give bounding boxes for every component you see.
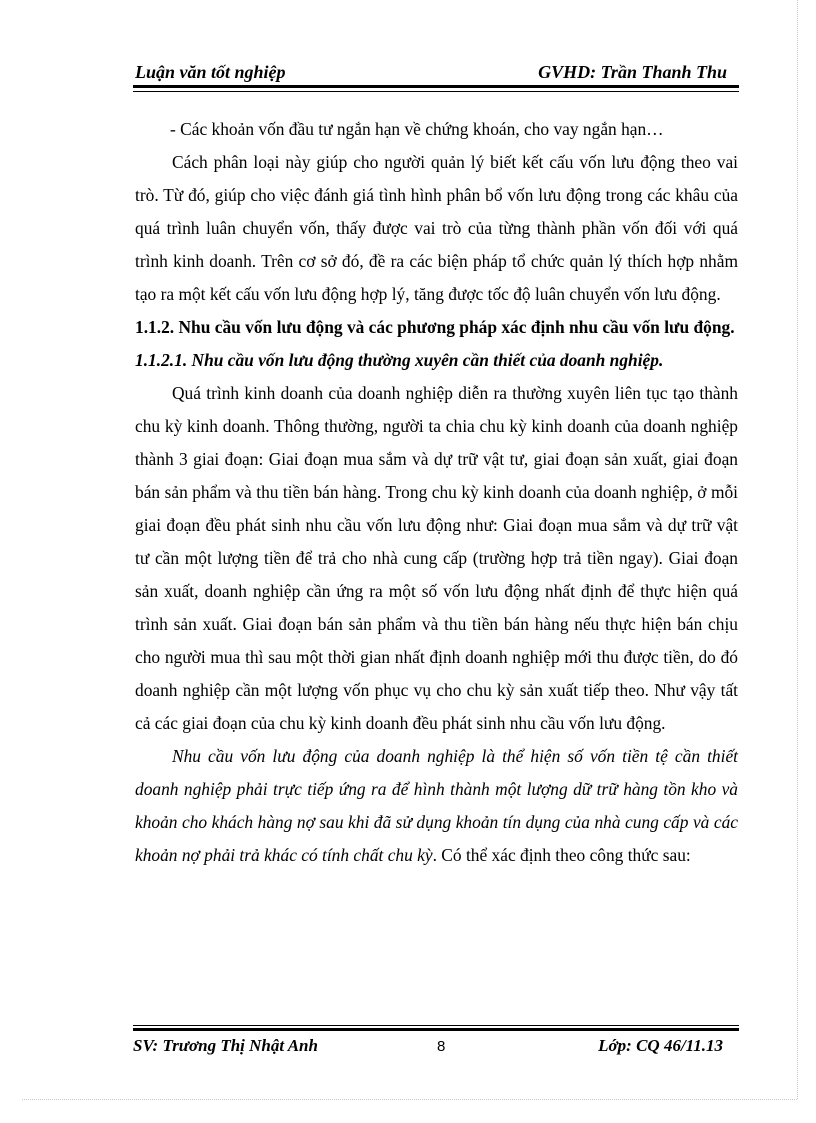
page-footer — [133, 1036, 739, 1060]
footer-student-name: SV: Trương Thị Nhật Anh — [133, 1036, 318, 1055]
paragraph-business-cycle: Quá trình kinh doanh của doanh nghiệp diễn ra thường xuyên liên tục tạo thành chu kỳ kinh doanh. Thông thường, người ta chia chu kỳ kinh doanh của doanh nghiệp thành 3 giai đoạn: Giai đoạn mua sắm và dự trữ vật tư, giai đoạn sản xuất, giai đoạn bán sản phẩm và thu tiền bán hàng. Trong chu kỳ kinh doanh của doanh nghiệp, ở mỗi giai đoạn đều phát sinh nhu cầu vốn lưu động như: Giai đoạn mua sắm và dự trữ vật tư cần một lượng tiền để trả cho nhà cung cấp (trường hợp trả tiền ngay). Giai đoạn sản xuất, doanh nghiệp cần ứng ra một số vốn lưu động nhất định để thực hiện quá trình sản xuất. Giai đoạn bán sản phẩm và thu tiền bán hàng nếu thực hiện bán chịu cho người mua thì sau một thời gian nhất định doanh nghiệp mới thu được tiền, do đó doanh nghiệp cần một lượng vốn phục vụ cho chu kỳ sản xuất tiếp theo. Như vậy tất cả các giai đoạn của chu kỳ kinh doanh đều phát sinh nhu cầu vốn lưu động. — [135, 383, 738, 733]
footer-class-code: Lớp: CQ 46/11.13 — [598, 1036, 723, 1055]
definition-italic-text: Nhu cầu vốn lưu động của doanh nghiệp là thể hiện số vốn tiền tệ cần thiết doanh nghiệp phải trực tiếp ứng ra để hình thành một lượng dữ trữ hàng tồn kho và khoản cho khách hàng nợ sau khi đã sử dụng khoản tín dụng của nhà cung cấp và các khoản nợ phải trả khác có tính chất chu kỳ — [135, 746, 738, 865]
definition-tail-text: . Có thể xác định theo công thức sau: — [432, 845, 691, 865]
page-edge-dotted-bottom — [22, 1099, 797, 1100]
paragraph-classification: Cách phân loại này giúp cho người quản lý biết kết cấu vốn lưu động theo vai trò. Từ đó, giúp cho việc đánh giá tình hình phân bổ vốn lưu động trong các khâu của quá trình luân chuyển vốn, thấy được vai trò của từng thành phần vốn đối với quá trình kinh doanh. Trên cơ sở đó, đề ra các biện pháp tổ chức quản lý thích hợp nhằm tạo ra một kết cấu vốn lưu động hợp lý, tăng được tốc độ luân chuyển vốn lưu động. — [135, 152, 738, 304]
page-number: 8 — [437, 1038, 446, 1055]
page-body — [135, 113, 738, 872]
paragraph-definition — [135, 740, 738, 872]
footer-rule-thick — [133, 1028, 739, 1031]
header-rule-thin — [133, 91, 739, 92]
footer-rule-thin — [133, 1025, 739, 1026]
section-heading-1-1-2: 1.1.2. Nhu cầu vốn lưu động và các phương pháp xác định nhu cầu vốn lưu động. — [135, 317, 735, 337]
header-rule-thick — [133, 85, 739, 88]
header-thesis-title: Luận văn tốt nghiệp — [135, 62, 286, 82]
subsection-heading-1-1-2-1: 1.1.2.1. Nhu cầu vốn lưu động thường xuyên cần thiết của doanh nghiệp. — [135, 350, 664, 370]
bullet-short-term-investments: - Các khoản vốn đầu tư ngắn hạn về chứng khoán, cho vay ngắn hạn… — [170, 119, 664, 139]
header-supervisor: GVHD: Trần Thanh Thu — [538, 62, 727, 82]
page-header — [133, 62, 737, 86]
page-edge-dotted-right — [797, 0, 798, 1099]
